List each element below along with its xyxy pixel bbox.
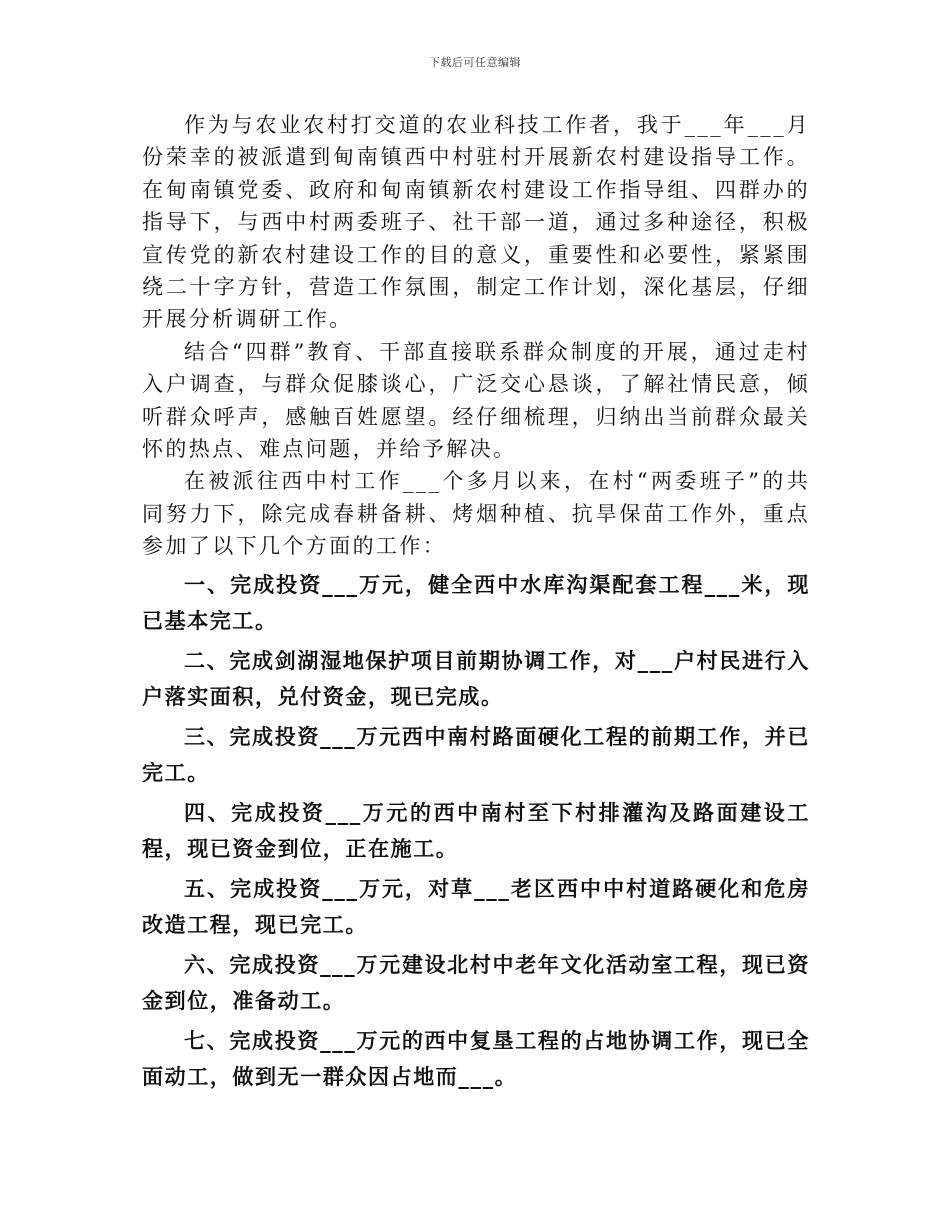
- work-item-5: 五、完成投资___万元，对草___老区西中中村道路硬化和危房改造工程，现已完工。: [142, 876, 810, 937]
- page-header: 下载后可任意编辑: [429, 56, 521, 69]
- work-item-7: 七、完成投资___万元的西中复垦工程的占地协调工作，现已全面动工，做到无一群众因占地而___。: [142, 1028, 810, 1089]
- paragraph-intro: 作为与农业农村打交道的农业科技工作者，我于___年___月份荣幸的被派遣到甸南镇西中村驻村开展新农村建设指导工作。在甸南镇党委、政府和甸南镇新农村建设工作指导组、四群办的指导下，与西中村两委班子、社干部一道，通过多种途径，积极宣传党的新农村建设工作的目的意义，重要性和必要性，紧紧围绕二十字方针，营造工作氛围，制定工作计划，深化基层，仔细开展分析调研工作。: [142, 113, 810, 332]
- document-body: [142, 109, 810, 1095]
- work-item-4: 四、完成投资___万元的西中南村至下村排灌沟及路面建设工程，现已资金到位，正在施工。: [142, 800, 810, 861]
- paragraph-work-summary: 在被派往西中村工作___个多月以来，在村“两委班子”的共同努力下，除完成春耕备耕、烤烟种植、抗旱保苗工作外，重点参加了以下几个方面的工作：: [142, 469, 810, 559]
- paragraph-survey: 结合“四群”教育、干部直接联系群众制度的开展，通过走村入户调查，与群众促膝谈心，广泛交心恳谈，了解社情民意，倾听群众呼声，感触百姓愿望。经仔细梳理，归纳出当前群众最关怀的热点、难点问题，并给予解决。: [142, 339, 810, 462]
- work-item-3: 三、完成投资___万元西中南村路面硬化工程的前期工作，并已完工。: [142, 724, 810, 785]
- work-item-6: 六、完成投资___万元建设北村中老年文化活动室工程，现已资金到位，准备动工。: [142, 952, 810, 1013]
- work-item-1: 一、完成投资___万元，健全西中水库沟渠配套工程___米，现已基本完工。: [142, 572, 810, 633]
- work-item-2: 二、完成剑湖湿地保护项目前期协调工作，对___户村民进行入户落实面积，兑付资金，现已完成。: [142, 648, 810, 709]
